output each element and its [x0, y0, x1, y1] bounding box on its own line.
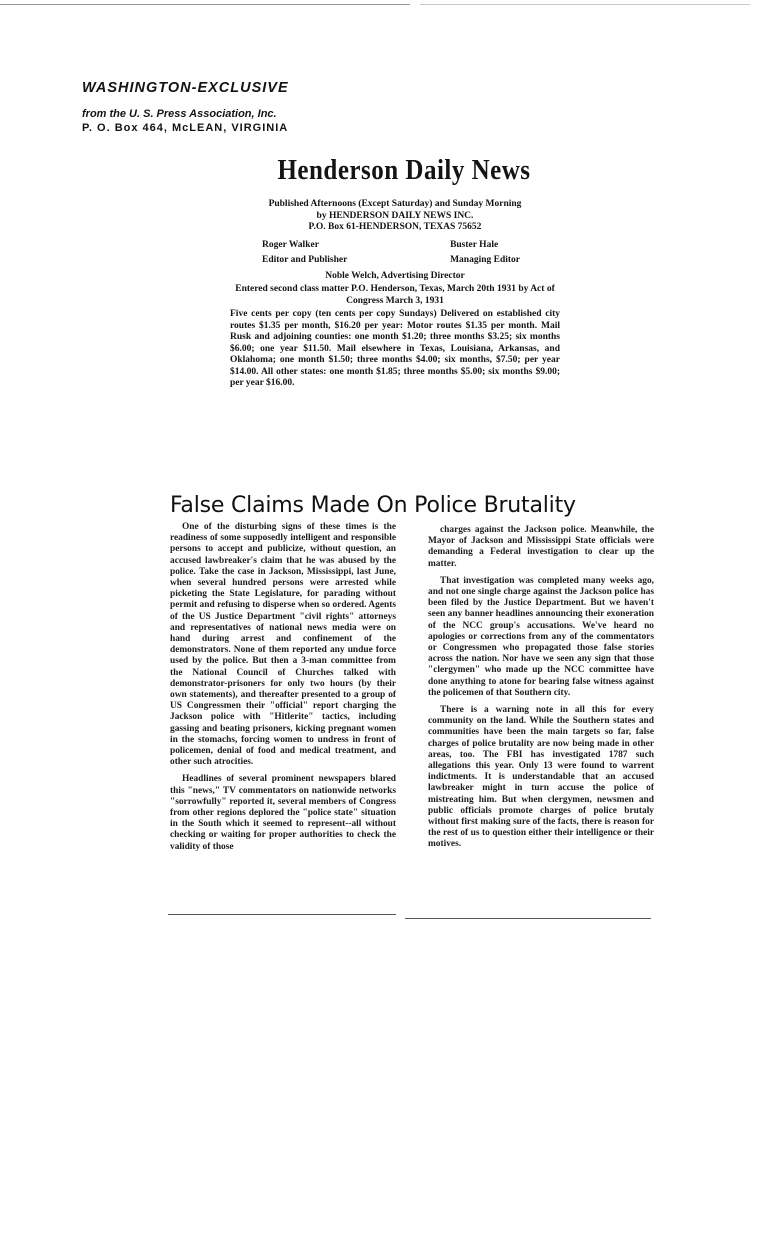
advertising-director: Noble Welch, Advertising Director — [325, 270, 465, 281]
exclusive-label: WASHINGTON-EXCLUSIVE — [82, 80, 289, 96]
masthead — [230, 154, 560, 390]
staff-list — [230, 238, 560, 268]
scan-edge-line — [420, 4, 750, 5]
source-address: P. O. Box 464, McLEAN, VIRGINIA — [82, 122, 289, 134]
article-paragraph: That investigation was completed many weeks ago, and not one single charge against the Jackson police has been filed by the Justice Department. But we haven't seen any banner headlines announcing their exoneration of the NCC group's accusations. We've heard no apologies or corrections from any of the commentators or Congressmen who propagated those false stories across the nation. Nor have we seen any sign that those "clergymen" who made up the NCC committee have done anything to atone for bearing false witness against the policemen of that Southern city. — [428, 575, 654, 698]
article-paragraph: One of the disturbing signs of these times is the readiness of some supposedly intelligent and responsible persons to accept and publicize, without question, an accused lawbreaker's claim that he was abused by the police. Take the case in Jackson, Mississippi, last June, when several hundred persons were arrested while picketing the State Legislature, for parading without permit and refusing to disperse when so ordered. Agents of the US Justice Department "civil rights" attorneys and representatives of national news media were on hand during arrest and confinement of the demonstrators. None of them reported any undue force used by the police. But then a 3-man committee from the National Council of Churches talked with demonstrator-prisoners for only two hours (by their own statements), and thereafter presented to a group of US Congressmen their "official" report charging the Jackson police with "Hitlerite" tactics, including gassing and beating prisoners, kicking pregnant women in the stomachs, forcing women to undress in front of policemen, denial of food and medical treatment, and other such atrocities. — [170, 522, 396, 768]
staff-title: Managing Editor — [450, 254, 520, 265]
column-rule — [405, 918, 651, 919]
article-column-right — [428, 525, 654, 857]
dateline — [82, 80, 422, 134]
newspaper-name: Henderson Daily News — [277, 154, 531, 186]
staff-title: Editor and Publisher — [262, 254, 348, 265]
publication-info — [230, 199, 560, 390]
publisher-address: P.O. Box 61-HENDERSON, TEXAS 75652 — [308, 222, 482, 232]
article-paragraph: There is a warning note in all this for every community on the land. While the Southern states and communities have been the main targets so far, false charges of police brutality are now being made in other areas, too. The FBI has investigated 1787 such allegations this year. Only 13 were found to warrent indictments. It is understandable that an accused lawbreaker might in turn accuse the police of mistreating him. But when clergymen, newsmen and public officials promote charges of police brutaly without first making sure of the facts, there is reason for the rest of us to question either their intelligence or their motives. — [428, 705, 654, 850]
staff-name: Roger Walker — [262, 239, 319, 250]
entry-notice: Entered second class matter P.O. Henderson, Texas, March 20th 1931 by Act of Congress March 3, 1931 — [235, 284, 555, 306]
staff-name: Buster Hale — [450, 239, 499, 250]
source-label: from the U. S. Press Association, Inc. — [82, 108, 277, 120]
publisher-line: by HENDERSON DAILY NEWS INC. — [316, 210, 474, 221]
staff-editor — [262, 238, 347, 268]
scan-edge-line — [0, 4, 410, 5]
staff-managing-editor — [450, 238, 520, 268]
article-paragraph: Headlines of several prominent newspapers blared this "news," TV commentators on nationwide networks "sorrowfully" reported it, several members of Congress from other regions deplored the "police state" situation in the South which it seemed to represent--all without checking or waiting for proper authorities to check the validity of those — [170, 774, 396, 852]
published-line: Published Afternoons (Except Saturday) and Sunday Morning — [268, 199, 522, 209]
article-column-left — [170, 522, 396, 859]
article-headline: False Claims Made On Police Brutality — [170, 493, 576, 518]
article-paragraph: charges against the Jackson police. Meanwhile, the Mayor of Jackson and Mississippi State officials were demanding a Federal investigation to clear up the matter. — [428, 525, 654, 569]
column-rule — [168, 914, 396, 915]
subscription-rates: Five cents per copy (ten cents per copy Sundays) Delivered on established city routes $1.35 per month, $16.20 per year: Motor routes $1.35 per month. Mail Rusk and adjoining counties: one month $1.20; three months $3.25; six months $6.00; one year $11.50. Mail elsewhere in Texas, Louisiana, Arkansas, and Oklahoma; one month $1.50; three months $4.00; six months, $7.50; per year $14.00. All other states: one month $1.85; three months $5.00; six months $9.00; per year $16.00. — [230, 309, 560, 388]
